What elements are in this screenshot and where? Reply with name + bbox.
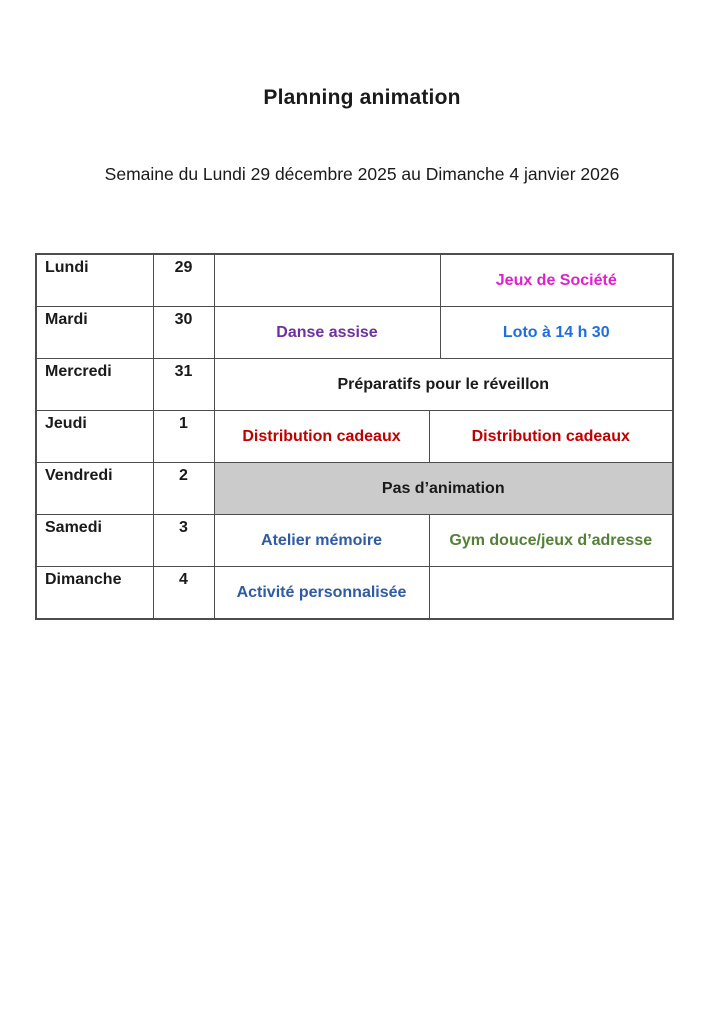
date-cell: 4 xyxy=(153,567,214,620)
activity-cell: Danse assise xyxy=(214,307,440,359)
day-cell: Samedi xyxy=(36,515,153,567)
activity-cell: Distribution cadeaux xyxy=(214,411,429,463)
planning-table xyxy=(35,253,674,620)
date-cell: 29 xyxy=(153,254,214,307)
activity-cell: Gym douce/jeux d’adresse xyxy=(429,515,673,567)
row-jeudi xyxy=(36,411,673,463)
activity-cell xyxy=(214,254,440,307)
date-cell: 31 xyxy=(153,359,214,411)
row-mercredi xyxy=(36,359,673,411)
day-cell: Dimanche xyxy=(36,567,153,620)
day-cell: Lundi xyxy=(36,254,153,307)
day-cell: Jeudi xyxy=(36,411,153,463)
activity-cell: Jeux de Société xyxy=(440,254,673,307)
row-lundi xyxy=(36,254,673,307)
date-cell: 1 xyxy=(153,411,214,463)
row-mardi xyxy=(36,307,673,359)
activity-cell: Loto à 14 h 30 xyxy=(440,307,673,359)
activity-cell-merged: Préparatifs pour le réveillon xyxy=(214,359,673,411)
row-vendredi xyxy=(36,463,673,515)
activity-cell: Distribution cadeaux xyxy=(429,411,673,463)
page-title: Planning animation xyxy=(263,86,461,109)
activity-cell: Atelier mémoire xyxy=(214,515,429,567)
date-cell: 30 xyxy=(153,307,214,359)
row-dimanche xyxy=(36,567,673,620)
date-cell: 3 xyxy=(153,515,214,567)
day-cell: Mercredi xyxy=(36,359,153,411)
day-cell: Vendredi xyxy=(36,463,153,515)
week-range-subtitle: Semaine du Lundi 29 décembre 2025 au Dimanche 4 janvier 2026 xyxy=(104,164,620,184)
day-cell: Mardi xyxy=(36,307,153,359)
date-cell: 2 xyxy=(153,463,214,515)
row-samedi xyxy=(36,515,673,567)
activity-cell-merged-shaded: Pas d’animation xyxy=(214,463,673,515)
activity-cell: Activité personnalisée xyxy=(214,567,429,620)
activity-cell xyxy=(429,567,673,620)
